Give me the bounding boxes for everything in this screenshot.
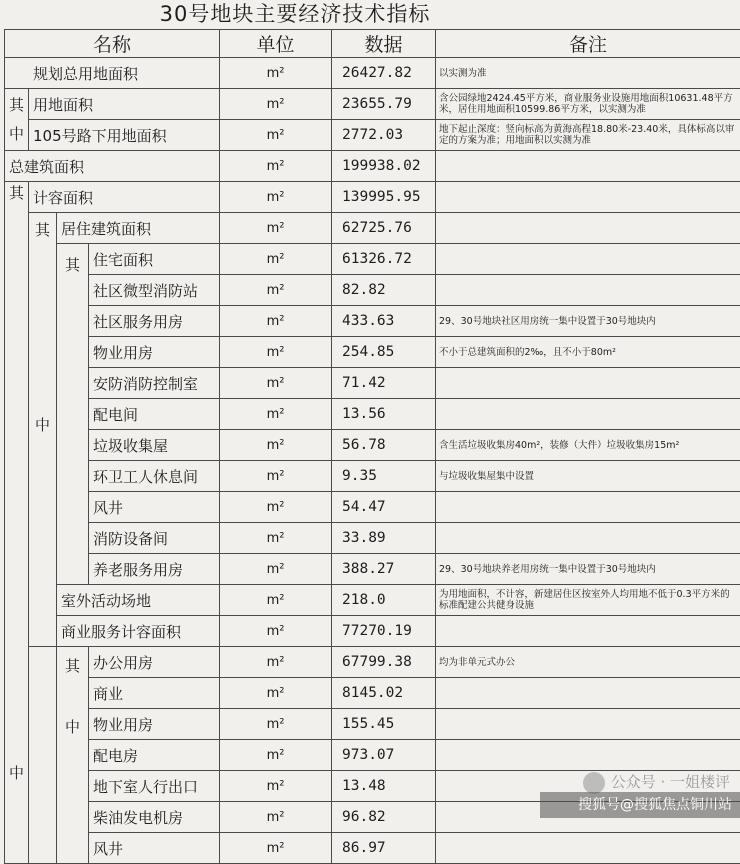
table-row: 总建筑面积 m² 199938.02 (5, 151, 740, 182)
table-row: 垃圾收集屋 m² 56.78 含生活垃圾收集房40m²，装修（大件）垃圾收集房15m² (5, 430, 740, 461)
table-row: 养老服务用房 m² 388.27 29、30号地块养老用房统一集中设置于30号地块内 (5, 554, 740, 585)
table-row: 105号路下用地面积 m² 2772.03 地下起止深度：竖向标高为黄海高程18.80米-23.40米，具体标高以审定的方案为准；用地面积以实测为准 (5, 120, 740, 151)
group-label: 其 (57, 244, 89, 585)
table-row: 社区微型消防站 m² 82.82 (5, 275, 740, 306)
table-row: 物业用房 m² 155.45 (5, 709, 740, 740)
header-unit: 单位 (220, 30, 332, 58)
table-row: 规划总用地面积 m² 26427.82 以实测为准 (5, 58, 740, 89)
group-label: 其 中 (57, 647, 89, 864)
table-row: 其 住宅面积 m² 61326.72 (5, 244, 740, 275)
group-label: 其 中 (29, 213, 57, 647)
table-row: 环卫工人休息间 m² 9.35 与垃圾收集屋集中设置 (5, 461, 740, 492)
table-row: 物业用房 m² 254.85 不小于总建筑面积的2‰，且不小于80m² (5, 337, 740, 368)
group-label: 其 中 (5, 182, 29, 864)
header-note: 备注 (436, 30, 740, 58)
header-data: 数据 (332, 30, 436, 58)
table-row: 风井 m² 54.47 (5, 492, 740, 523)
table-row: 室外活动场地 m² 218.0 为用地面积，不计容，新建居住区按室外人均用地不低于0.3平方米的标准配建公共健身设施 (5, 585, 740, 616)
table-row: 其 中 用地面积 m² 23655.79 含公园绿地2424.45平方米，商业服务业设施用地面积10631.48平方米，居住用地面积10599.86平方米，以实测为准 (5, 89, 740, 120)
indicator-table (4, 29, 740, 864)
table-row: 地下室人行出口 m² 13.48 (5, 771, 740, 802)
group-label: 其 中 (5, 89, 29, 151)
table-row: 消防设备间 m² 33.89 (5, 523, 740, 554)
table-header (5, 30, 740, 58)
table-row: 其 中 办公用房 m² 67799.38 均为非单元式办公 (5, 647, 740, 678)
header-name: 名称 (5, 30, 220, 58)
footer-credit: 搜狐号@搜狐焦点铜川站 (578, 794, 732, 814)
table-row: 安防消防控制室 m² 71.42 (5, 368, 740, 399)
table-row: 其 中 计容面积 m² 139995.95 (5, 182, 740, 213)
table-row: 社区服务用房 m² 433.63 29、30号地块社区用房统一集中设置于30号地块内 (5, 306, 740, 337)
page-title: 30号地块主要经济技术指标 (0, 0, 590, 28)
watermark: 公众号 · 一姐楼评 (583, 771, 730, 794)
table-row: 配电间 m² 13.56 (5, 399, 740, 430)
table-row: 商业服务计容面积 m² 77270.19 (5, 616, 740, 647)
table-row: 风井 m² 86.97 (5, 833, 740, 864)
wechat-icon (583, 772, 605, 794)
table-row: 其 中 居住建筑面积 m² 62725.76 (5, 213, 740, 244)
table-row: 商业 m² 8145.02 (5, 678, 740, 709)
table-row: 柴油发电机房 m² 96.82 (5, 802, 740, 833)
table-row: 配电房 m² 973.07 (5, 740, 740, 771)
